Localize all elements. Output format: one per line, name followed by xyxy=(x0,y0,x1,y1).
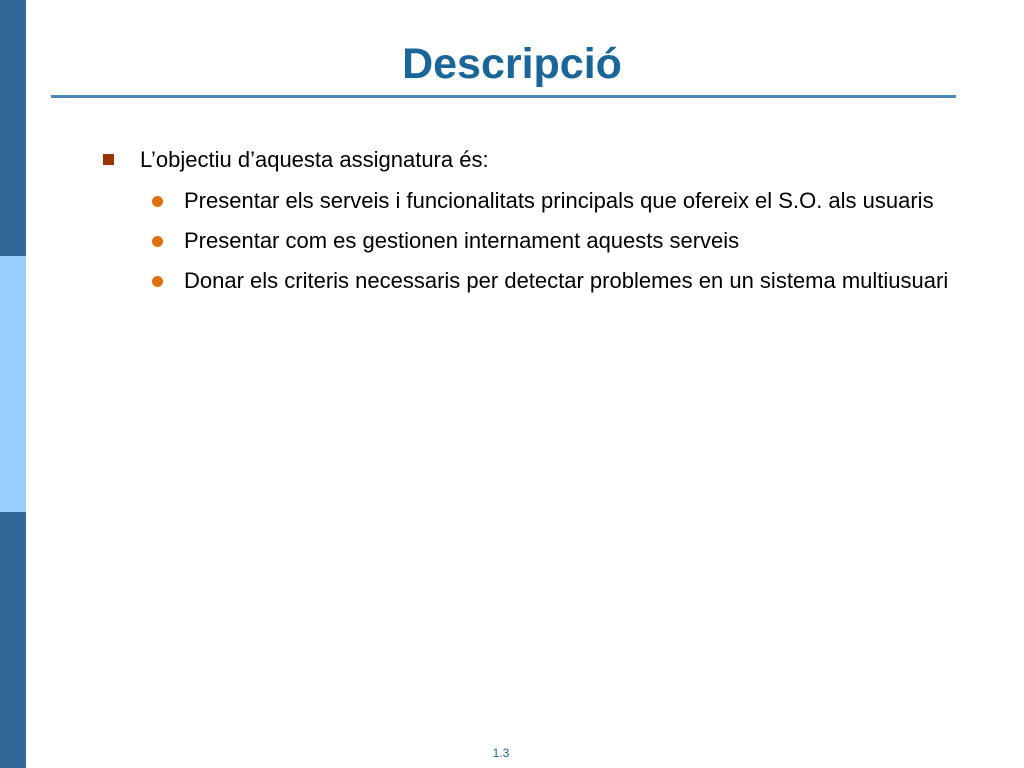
slide-title: Descripció xyxy=(402,40,622,88)
intro-item xyxy=(100,144,980,176)
list-item xyxy=(100,226,980,256)
title-divider xyxy=(51,95,956,98)
round-bullet-icon xyxy=(152,196,163,207)
slide-content xyxy=(100,144,980,306)
round-bullet-icon xyxy=(152,276,163,287)
list-item xyxy=(100,266,980,296)
objectives-list xyxy=(100,186,980,296)
side-bar xyxy=(0,0,26,768)
side-bar-middle-segment xyxy=(0,256,26,512)
round-bullet-icon xyxy=(152,236,163,247)
square-bullet-icon xyxy=(103,154,114,165)
side-bar-bottom-segment xyxy=(0,512,26,768)
list-item-text: Donar els criteris necessaris per detectar problemes en un sistema multiusuari xyxy=(184,268,949,293)
list-item xyxy=(100,186,980,216)
intro-text: L’objectiu d’aquesta assignatura és: xyxy=(140,147,489,172)
page-number: 1.3 xyxy=(492,746,510,760)
list-item-text: Presentar els serveis i funcionalitats principals que ofereix el S.O. als usuaris xyxy=(184,188,934,213)
list-item-text: Presentar com es gestionen internament aquests serveis xyxy=(184,228,740,253)
